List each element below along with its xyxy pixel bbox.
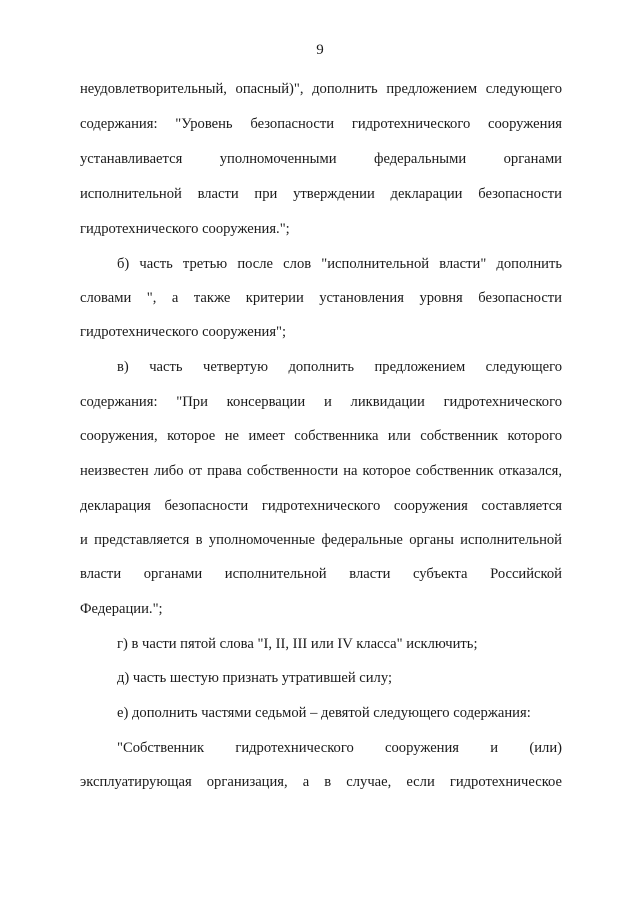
text-line: г) в части пятой слова "I, II, III или IV класса" исключить; [117,636,478,652]
text-line: устанавливается уполномоченными федеральными органами [80,151,562,167]
text-line: содержания: "Уровень безопасности гидротехнического сооружения [80,116,562,132]
page-number: 9 [316,42,324,58]
text-line: эксплуатирующая организация, а в случае, если гидротехническое [80,774,562,790]
text-line: неизвестен либо от права собственности на которое собственник отказался, [80,463,562,479]
text-line: декларация безопасности гидротехнического сооружения составляется [80,498,562,514]
text-line: в) часть четвертую дополнить предложением следующего [117,359,562,375]
text-line: Федерации."; [80,601,163,617]
text-line: исполнительной власти при утверждении декларации безопасности [80,186,562,202]
text-line: власти органами исполнительной власти субъекта Российской [80,566,562,582]
text-line: д) часть шестую признать утратившей силу; [117,670,393,686]
text-line: словами ", а также критерии установления уровня безопасности [80,290,562,306]
text-line: неудовлетворительный, опасный)", дополнить предложением следующего [80,81,562,97]
text-line: гидротехнического сооружения"; [80,324,287,340]
text-line: гидротехнического сооружения."; [80,221,290,237]
text-line: "Собственник гидротехнического сооружения и (или) [117,740,562,756]
text-line: б) часть третью после слов "исполнительной власти" дополнить [117,256,562,272]
text-line: сооружения, которое не имеет собственника или собственник которого [80,428,562,444]
text-line: содержания: "При консервации и ликвидации гидротехнического [80,394,562,410]
text-line: и представляется в уполномоченные федеральные органы исполнительной [80,532,562,548]
text-line: е) дополнить частями седьмой – девятой следующего содержания: [117,705,531,721]
